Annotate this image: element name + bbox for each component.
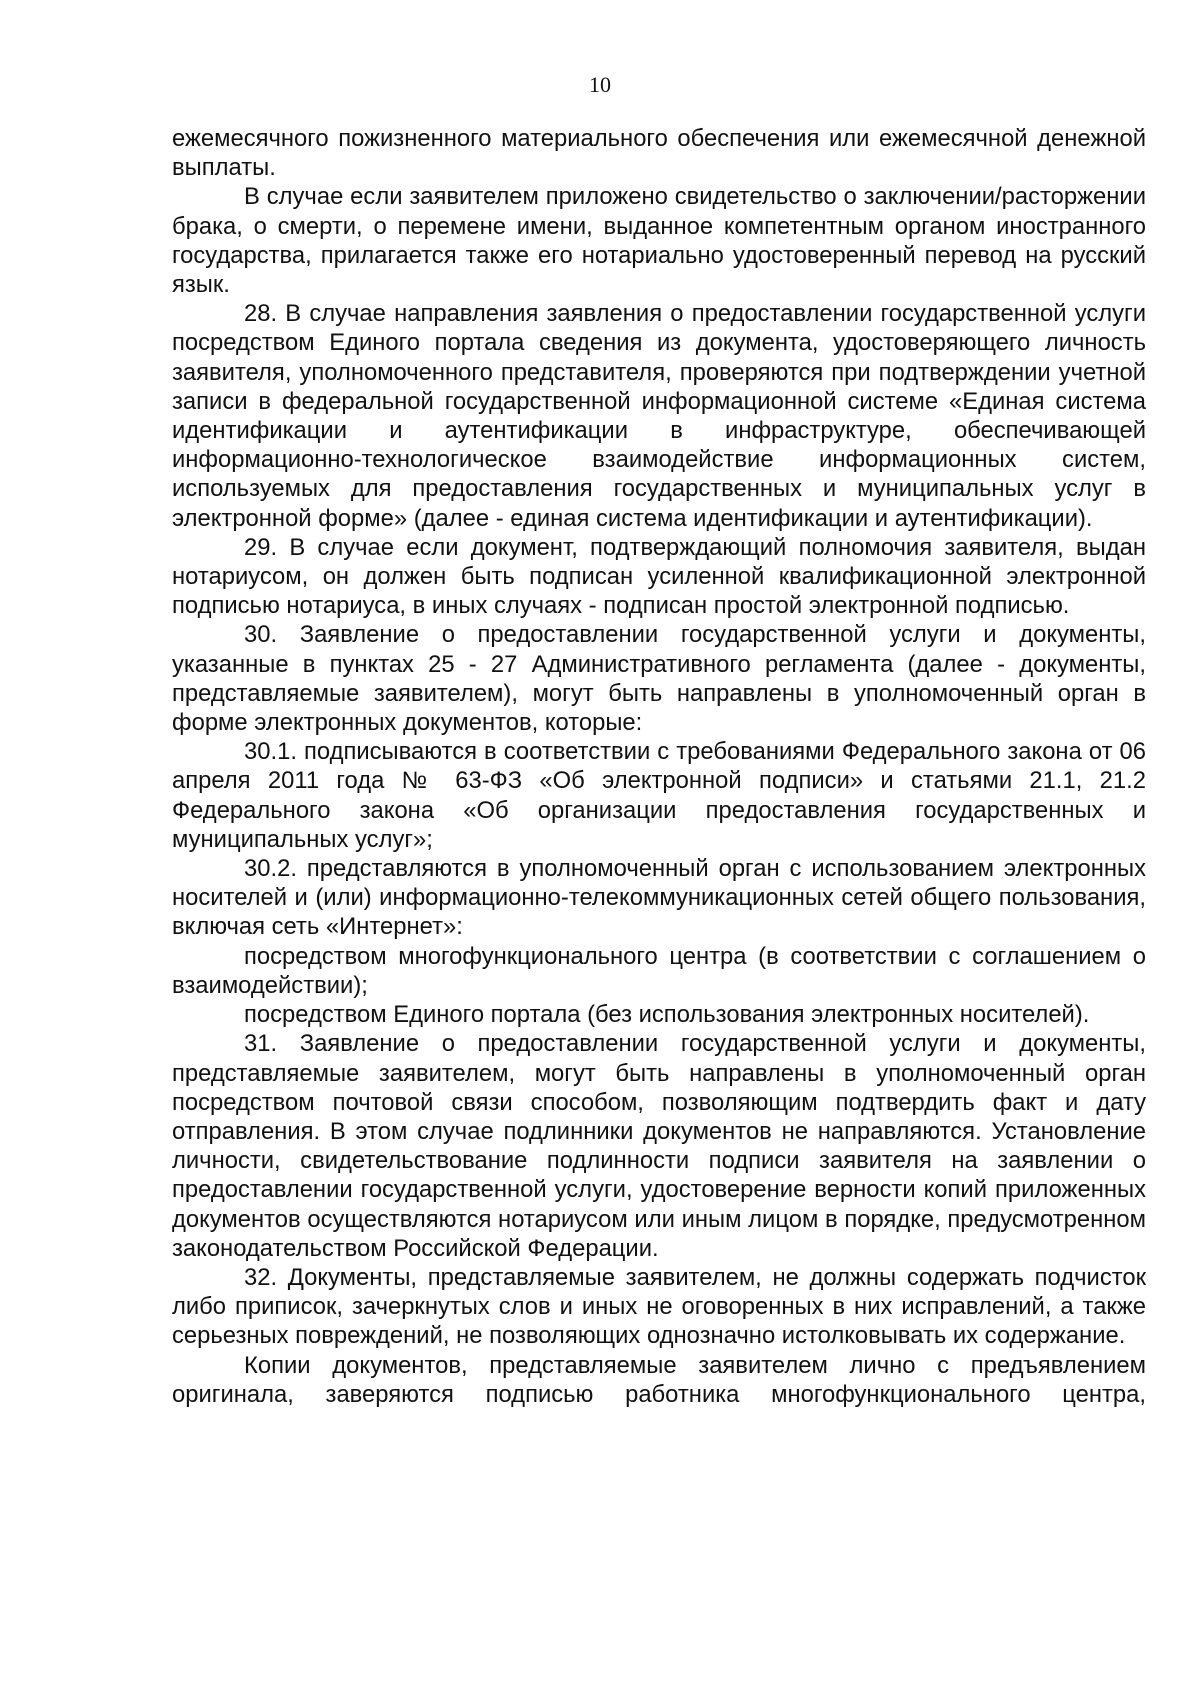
- paragraph-32: 32. Документы, представляемые заявителем, не должны содержать подчисток либо приписок, зачеркнутых слов и иных не оговоренных в них исправлений, а также серьезных повреждений, не позволяющих однозначно истолковывать их содержание.: [172, 1263, 1146, 1350]
- paragraph-30: 30. Заявление о предоставлении государственной услуги и документы, указанные в пунктах 25 - 27 Административного регламента (далее - документы, представляемые заявителем), могут быть направлены в уполномоченный орган в форме электронных документов, которые:: [172, 621, 1146, 737]
- paragraph-29: 29. В случае если документ, подтверждающий полномочия заявителя, выдан нотариусом, он должен быть подписан усиленной квалификационной электронной подписью нотариуса, в иных случаях - подписан простой электронной подписью.: [172, 533, 1146, 620]
- paragraph-via-portal: посредством Единого портала (без использования электронных носителей).: [244, 1001, 1090, 1029]
- paragraph-via-mfc: посредством многофункционального центра (в соответствии с соглашением о взаимодействии);: [172, 942, 1146, 999]
- paragraph-30-2: 30.2. представляются в уполномоченный орган с использованием электронных носителей и (или) информационно-телекоммуникационных сетей общего пользования, включая сеть «Интернет»:: [172, 855, 1146, 941]
- paragraph-copies: Копии документов, представляемые заявителем лично с предъявлением оригинала, заверяются подписью работника многофункционального центра,: [172, 1351, 1146, 1408]
- paragraph-31: 31. Заявление о предоставлении государственной услуги и документы, представляемые заявителем, могут быть направлены в уполномоченный орган посредством почтовой связи способом, позволяющим подтвердить факт и дату отправления. В этом случае подлинники документов не направляются. Установление личности, свидетельствование подлинности подписи заявителя на заявлении о предоставлении государственной услуги, удостоверение верности копий приложенных документов осуществляются нотариусом или иным лицом в порядке, предусмотренном законодательством Российской Федерации.: [172, 1030, 1146, 1262]
- document-body: [172, 124, 1146, 1409]
- page-number: 10: [589, 72, 611, 97]
- paragraph-continuation: ежемесячного пожизненного материального обеспечения или ежемесячной денежной выплаты.: [172, 125, 1146, 182]
- paragraph-30-1: 30.1. подписываются в соответствии с требованиями Федерального закона от 06 апреля 2011 года № 63-ФЗ «Об электронной подписи» и статьями 21.1, 21.2 Федерального закона «Об организации предоставления государственных и муниципальных услуг»;: [172, 738, 1146, 853]
- paragraph-foreign-certificate: В случае если заявителем приложено свидетельство о заключении/расторжении брака, о смерти, о перемене имени, выданное компетентным органом иностранного государства, прилагается также его нотариально удостоверенный перевод на русский язык.: [172, 183, 1146, 299]
- paragraph-28: 28. В случае направления заявления о предоставлении государственной услуги посредством Единого портала сведения из документа, удостоверяющего личность заявителя, уполномоченного представителя, проверяются при подтверждении учетной записи в федеральной государственной информационной системе «Единая система идентификации и аутентификации в инфраструктуре, обеспечивающей информационно-технологическое взаимодействие информационных систем, используемых для предоставления государственных и муниципальных услуг в электронной форме» (далее - единая система идентификации и аутентификации).: [172, 300, 1146, 532]
